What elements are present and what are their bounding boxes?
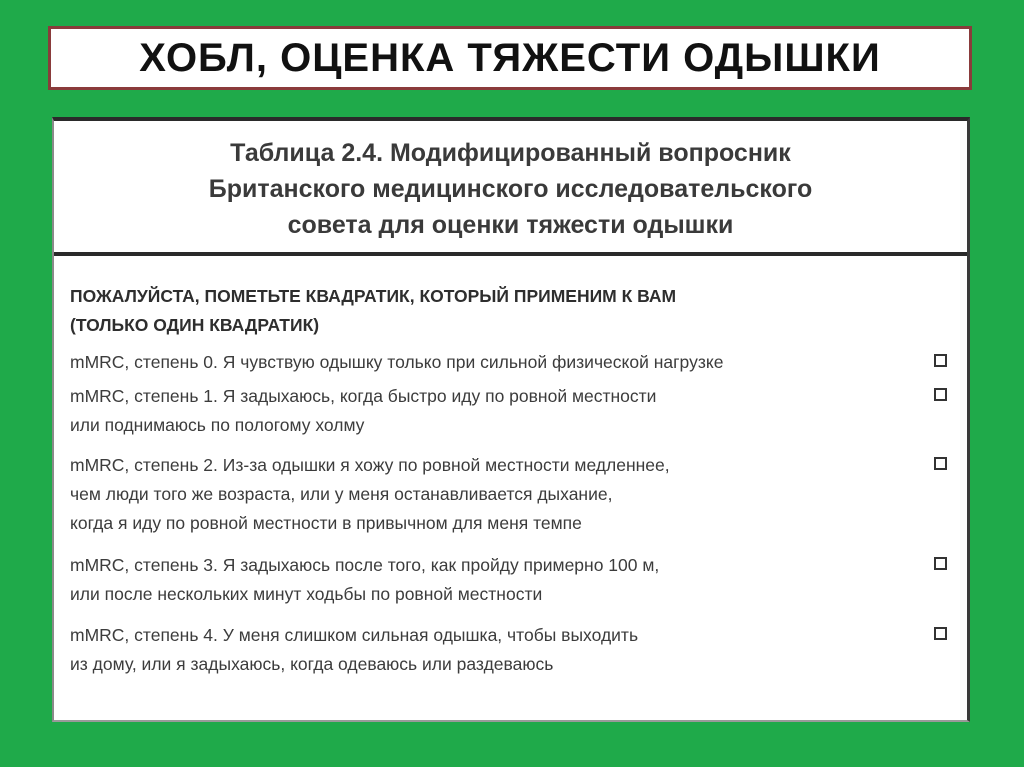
option-text: mMRC, степень 2. Из-за одышки я хожу по ровной местности медленнее, xyxy=(70,455,670,475)
option-text: когда я иду по ровной местности в привычном для меня темпе xyxy=(70,513,582,533)
instruction-line: ПОЖАЛУЙСТА, ПОМЕТЬТЕ КВАДРАТИК, КОТОРЫЙ ПРИМЕНИМ К ВАМ xyxy=(70,286,677,306)
option-text: mMRC, степень 0. Я чувствую одышку только при сильной физической нагрузке xyxy=(70,352,724,372)
option-text: из дому, или я задыхаюсь, когда одеваюсь или раздеваюсь xyxy=(70,654,554,674)
instruction xyxy=(70,282,951,340)
option-text: mMRC, степень 1. Я задыхаюсь, когда быстро иду по ровной местности xyxy=(70,386,657,406)
option-text: или поднимаюсь по пологому холму xyxy=(70,415,365,435)
option-grade-4 xyxy=(70,621,951,679)
table-heading-line: Таблица 2.4. Модифицированный вопросник xyxy=(230,138,791,167)
table-heading-line: Британского медицинского исследовательского xyxy=(208,174,813,203)
option-text: mMRC, степень 4. У меня слишком сильная одышка, чтобы выходить xyxy=(70,625,639,645)
option-grade-3 xyxy=(70,551,951,609)
table-heading-line: совета для оценки тяжести одышки xyxy=(287,210,734,239)
checkbox-grade-2[interactable] xyxy=(934,457,947,470)
checkbox-grade-4[interactable] xyxy=(934,627,947,640)
checkbox-grade-1[interactable] xyxy=(934,388,947,401)
checkbox-grade-3[interactable] xyxy=(934,557,947,570)
slide-title-box xyxy=(48,26,972,90)
table-heading xyxy=(54,121,967,256)
option-text: чем люди того же возраста, или у меня останавливается дыхание, xyxy=(70,484,613,504)
option-text: mMRC, степень 3. Я задыхаюсь после того, как пройду примерно 100 м, xyxy=(70,555,660,575)
option-grade-1 xyxy=(70,382,951,440)
slide-title: ХОБЛ, ОЦЕНКА ТЯЖЕСТИ ОДЫШКИ xyxy=(139,35,881,80)
questionnaire-table xyxy=(52,117,970,722)
option-grade-0 xyxy=(70,348,951,377)
option-grade-2 xyxy=(70,451,951,538)
option-text: или после нескольких минут ходьбы по ровной местности xyxy=(70,584,543,604)
checkbox-grade-0[interactable] xyxy=(934,354,947,367)
table-body xyxy=(54,256,967,679)
instruction-line: (ТОЛЬКО ОДИН КВАДРАТИК) xyxy=(70,315,320,335)
